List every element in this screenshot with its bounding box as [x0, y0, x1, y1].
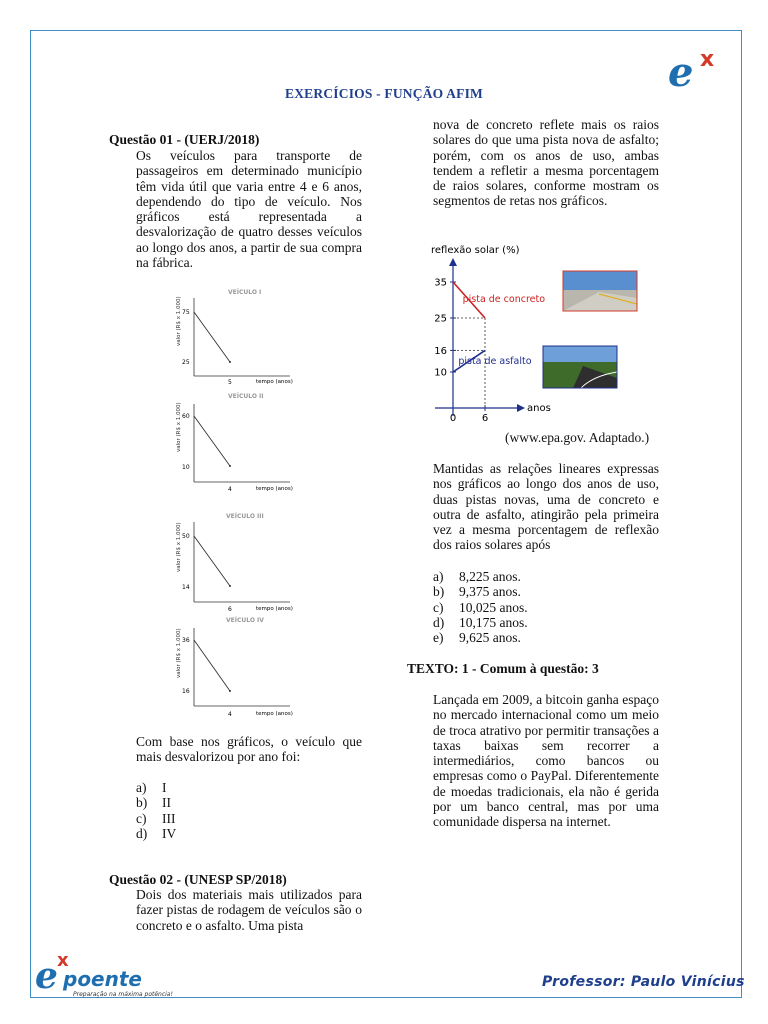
option-letter: c) — [136, 810, 147, 826]
q1-text: Os veículos para transporte de passageiros em determinado município têm vida útil que varia entre 4 e 6 anos, dependendo do tipo de veículo. Nos gráficos está representada a desvalorização de quatro desses veículos ao longo dos anos, a partir de sua compra na fábrica. — [136, 148, 362, 271]
x-end-label: 6 — [228, 606, 232, 612]
depreciation-line — [194, 416, 230, 466]
option-b[interactable] — [433, 584, 633, 599]
q1-question: Com base nos gráficos, o veículo que mais desvalorizou por ano foi: — [136, 734, 362, 765]
vehicle-chart-3 — [170, 508, 310, 612]
vehicle-chart-ylabel: valor (R$ x 1.000) — [176, 296, 182, 346]
option-text: 10,175 anos. — [459, 614, 528, 630]
y-start-label: 36 — [182, 637, 190, 644]
x-end-label: 4 — [228, 711, 232, 718]
depreciation-line — [194, 536, 230, 586]
y-tick-label: 35 — [434, 277, 447, 289]
option-letter: b) — [136, 795, 148, 811]
vehicle-chart-title: VEÍCULO III — [226, 513, 264, 520]
professor-name: Professor: Paulo Vinícius — [542, 974, 745, 990]
asphalt-road-photo — [543, 346, 617, 388]
chart-source: (www.epa.gov. Adaptado.) — [505, 430, 650, 445]
y-start-label: 75 — [182, 309, 190, 316]
depreciation-line — [194, 640, 230, 691]
option-d[interactable] — [433, 615, 633, 630]
option-text: 8,225 anos. — [459, 569, 521, 584]
texto1-text: Lançada em 2009, a bitcoin ganha espaço no mercado internacional como um meio de troca atrativo por permitir transações a taxas baixas sem recorrer a intermediários, como bancos ou empresas como o PayPal. Diferentemente de moedas tradicionais, ela não é gerida por um banco central, mas por uma comunidade dispersa na internet. — [433, 692, 659, 830]
end-point — [229, 585, 231, 587]
option-letter: a) — [136, 780, 147, 795]
vehicle-chart-4 — [170, 614, 310, 722]
q2-text-right: nova de concreto reflete mais os raios solares do que uma pista nova de asfalto; porém, com os anos de uso, ambas tendem a refletir a mesma porcentagem de raios solares, conforme mostram os segmentos de retas nos gráficos. — [433, 117, 659, 209]
option-c[interactable] — [433, 600, 633, 615]
vehicle-chart-xlabel: tempo (anos) — [256, 486, 293, 492]
option-text: I — [162, 780, 167, 795]
svg-text:x: x — [700, 47, 715, 72]
y-start-label: 50 — [182, 533, 190, 540]
option-d[interactable] — [136, 826, 336, 841]
y-end-label: 16 — [182, 688, 190, 695]
svg-text:e: e — [35, 955, 58, 997]
chart-ylabel: reflexão solar (%) — [431, 245, 520, 256]
vehicle-chart-1 — [170, 284, 310, 388]
y-end-label: 10 — [182, 464, 190, 471]
x-end-label: 5 — [228, 379, 232, 386]
option-text: IV — [162, 825, 177, 841]
option-text: 9,375 anos. — [459, 584, 521, 600]
footer-tagline: Preparação na máxima potência! — [73, 991, 173, 998]
vehicle-chart-xlabel: tempo (anos) — [256, 379, 293, 385]
y-tick-label: 25 — [434, 313, 447, 325]
vehicle-chart-title: VEÍCULO II — [228, 393, 264, 400]
option-b[interactable] — [136, 795, 336, 810]
vehicle-chart-2 — [170, 390, 310, 494]
y-end-label: 25 — [182, 359, 190, 366]
y-axis-arrow — [449, 258, 457, 266]
option-e[interactable] — [433, 630, 633, 645]
option-letter: d) — [433, 614, 445, 630]
vehicle-chart-title: VEÍCULO IV — [226, 617, 264, 624]
option-text: 10,025 anos. — [459, 599, 528, 615]
series-label-asphalt: pista de asfalto — [458, 356, 532, 368]
q2-options — [433, 569, 633, 645]
reflection-chart — [423, 238, 663, 428]
y-tick-label: 10 — [434, 367, 447, 379]
y-tick-label: 16 — [434, 345, 447, 357]
series-label-concrete: pista de concreto — [462, 293, 546, 305]
y-end-label: 14 — [182, 584, 190, 591]
option-letter: d) — [136, 825, 148, 841]
q1-options — [136, 780, 336, 841]
footer-brand: poente — [63, 967, 142, 991]
depreciation-line — [194, 312, 230, 362]
q2-question: Mantidas as relações lineares expressas nos gráficos ao longo dos anos de uso, duas pistas novas, uma de concreto e outra de asfalto, atingirão pela primeira vez a mesma porcentagem de reflexão dos raios solares após — [433, 461, 659, 553]
option-a[interactable] — [136, 780, 336, 795]
texto1-heading: TEXTO: 1 - Comum à questão: 3 — [407, 661, 599, 676]
option-a[interactable] — [433, 569, 633, 584]
vehicle-chart-ylabel: valor (R$ x 1.000) — [176, 522, 182, 572]
vehicle-chart-ylabel: valor (R$ x 1.000) — [176, 402, 182, 452]
option-text: II — [162, 795, 171, 811]
option-letter: b) — [433, 584, 445, 600]
x-tick-label: 6 — [481, 413, 489, 424]
x-axis-arrow — [517, 404, 525, 412]
chart-xlabel: anos — [527, 403, 551, 414]
option-c[interactable] — [136, 811, 336, 826]
footer-expoente-logo — [33, 948, 193, 1000]
x-tick-label: 0 — [449, 413, 457, 424]
option-text: III — [162, 810, 176, 826]
vehicle-chart-xlabel: tempo (anos) — [256, 606, 293, 612]
q2-text-left: Dois dos materiais mais utilizados para fazer pistas de rodagem de veículos são o concreto e o asfalto. Uma pista — [136, 887, 362, 933]
vehicle-chart-xlabel: tempo (anos) — [256, 711, 293, 717]
x-end-label: 4 — [228, 486, 232, 493]
vehicle-chart-ylabel: valor (R$ x 1.000) — [176, 628, 182, 678]
concrete-road-photo — [563, 271, 637, 311]
page-title: EXERCÍCIOS - FUNÇÃO AFIM — [285, 86, 483, 101]
option-letter: a) — [433, 569, 444, 584]
option-letter: c) — [433, 599, 444, 615]
option-letter: e) — [433, 630, 444, 646]
end-point — [229, 361, 231, 363]
end-point — [229, 690, 231, 692]
svg-text:e: e — [668, 49, 694, 94]
vehicle-chart-title: VEÍCULO I — [228, 289, 262, 296]
svg-text:x: x — [57, 950, 69, 971]
option-text: 9,625 anos. — [459, 630, 521, 646]
y-start-label: 60 — [182, 413, 190, 420]
end-point — [229, 465, 231, 467]
q1-heading: Questão 01 - (UERJ/2018) — [109, 132, 260, 147]
q2-heading: Questão 02 - (UNESP SP/2018) — [109, 872, 287, 887]
